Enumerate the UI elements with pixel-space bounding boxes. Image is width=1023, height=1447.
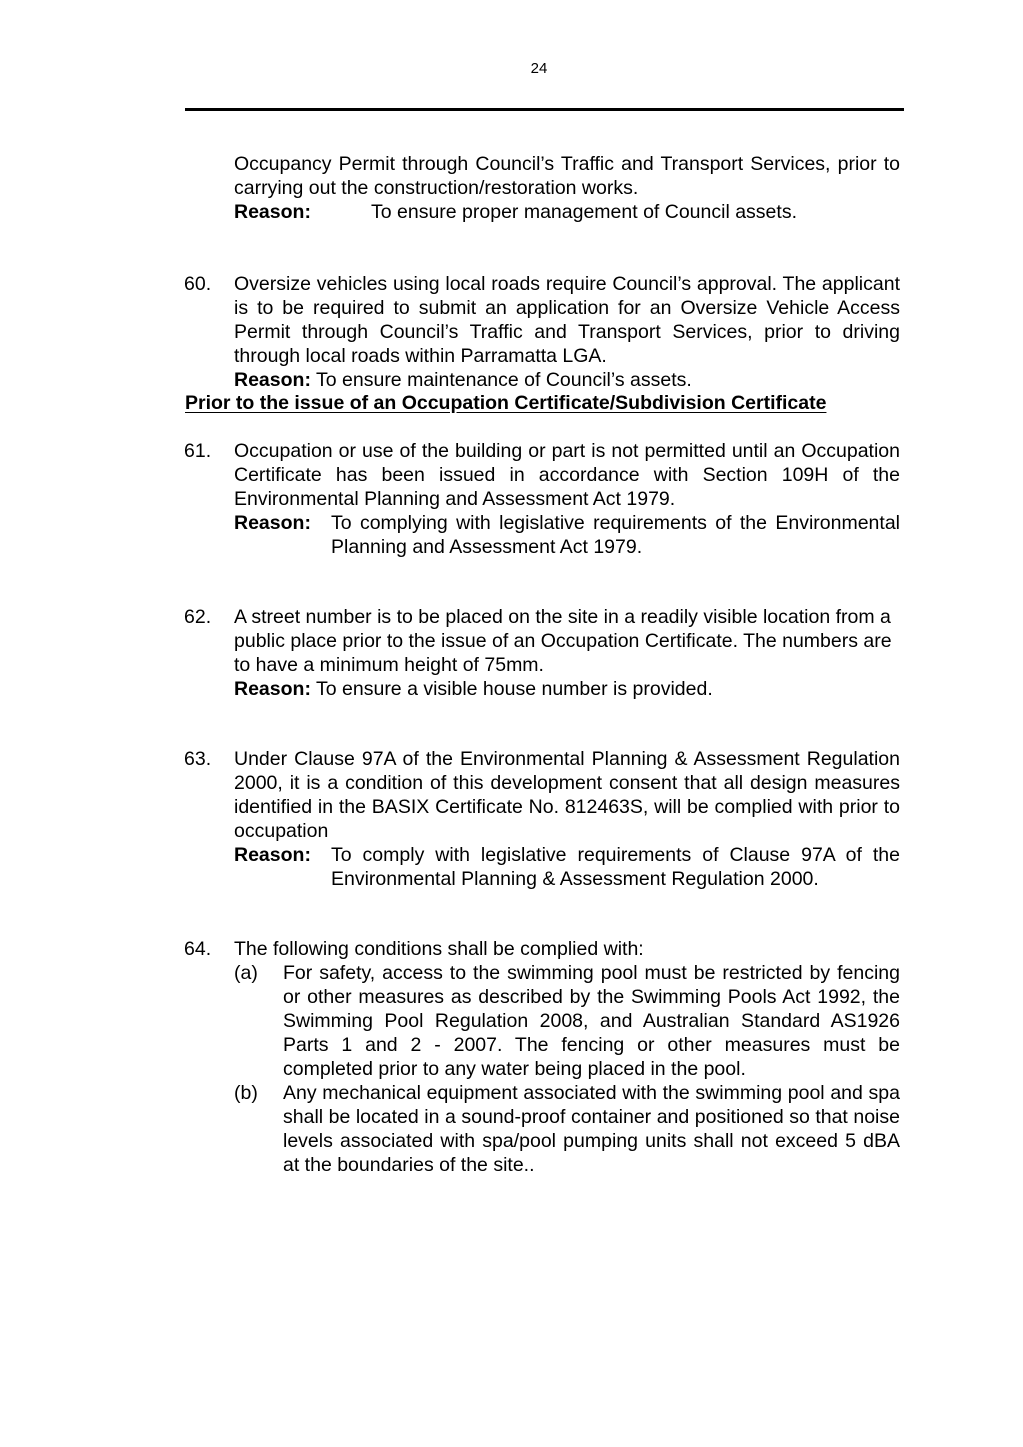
condition-number: 61. <box>184 440 212 462</box>
condition-continuation <box>234 152 900 224</box>
reason-text: To comply with legislative requirements of Clause 97A of the Environmental Planning & Assessment Regulation 2000. <box>331 844 900 890</box>
reason-text: To ensure proper management of Council assets. <box>371 201 797 223</box>
reason-line <box>234 511 900 559</box>
section-heading: Prior to the issue of an Occupation Certificate/Subdivision Certificate <box>185 392 827 414</box>
condition-number: 62. <box>184 606 212 628</box>
sub-item-text: Any mechanical equipment associated with the swimming pool and spa shall be located in a sound-proof container and positioned so that noise levels associated with spa/pool pumping units shall not exceed 5 dBA at the boundaries of the site.. <box>283 1082 900 1176</box>
sub-item-text: For safety, access to the swimming pool must be restricted by fencing or other measures as described by the Swimming Pools Act 1992, the Swimming Pool Regulation 2008, and Australian Standard AS1926 Parts 1 and 2 - 2007. The fencing or other measures must be completed prior to any water being placed in the pool. <box>283 962 900 1080</box>
sub-item-letter: (a) <box>234 962 258 984</box>
condition-62 <box>184 605 900 701</box>
sub-item-a <box>234 961 900 1081</box>
reason-text: To ensure a visible house number is provided. <box>316 678 713 700</box>
reason-label: Reason: <box>234 678 311 700</box>
condition-63 <box>184 747 900 891</box>
reason-line <box>234 677 900 701</box>
condition-61 <box>184 439 900 559</box>
reason-text: To complying with legislative requirements of the Environmental Planning and Assessment Act 1979. <box>331 512 900 558</box>
condition-text: The following conditions shall be complied with: <box>234 938 644 960</box>
condition-64 <box>184 937 900 1177</box>
reason-label: Reason: <box>234 369 311 391</box>
header-rule <box>185 108 904 111</box>
reason-label: Reason: <box>234 844 311 866</box>
condition-60 <box>184 272 900 392</box>
page-number: 24 <box>530 60 548 77</box>
condition-text: Oversize vehicles using local roads require Council’s approval. The applicant is to be required to submit an application for an Oversize Vehicle Access Permit through Council’s Traffic and Transport Services, prior to driving through local roads within Parramatta LGA. <box>234 273 900 367</box>
reason-line <box>234 368 900 392</box>
reason-label: Reason: <box>234 512 311 534</box>
reason-line <box>234 200 900 224</box>
sub-item-letter: (b) <box>234 1082 258 1104</box>
reason-text: To ensure maintenance of Council’s assets. <box>316 369 692 391</box>
condition-number: 64. <box>184 938 212 960</box>
condition-text: Under Clause 97A of the Environmental Planning & Assessment Regulation 2000, it is a condition of this development consent that all design measures identified in the BASIX Certificate No. 812463S, will be complied with prior to occupation <box>234 748 900 842</box>
condition-number: 60. <box>184 273 212 295</box>
sub-item-b <box>234 1081 900 1177</box>
reason-label: Reason: <box>234 201 311 223</box>
condition-text: Occupation or use of the building or part is not permitted until an Occupation Certificate has been issued in accordance with Section 109H of the Environmental Planning and Assessment Act 1979. <box>234 440 900 510</box>
condition-text: Occupancy Permit through Council’s Traffic and Transport Services, prior to carrying out the construction/restoration works. <box>234 153 900 199</box>
condition-text: A street number is to be placed on the site in a readily visible location from a public place prior to the issue of an Occupation Certificate. The numbers are to have a minimum height of 75mm. <box>234 606 892 676</box>
reason-line <box>234 843 900 891</box>
condition-number: 63. <box>184 748 212 770</box>
